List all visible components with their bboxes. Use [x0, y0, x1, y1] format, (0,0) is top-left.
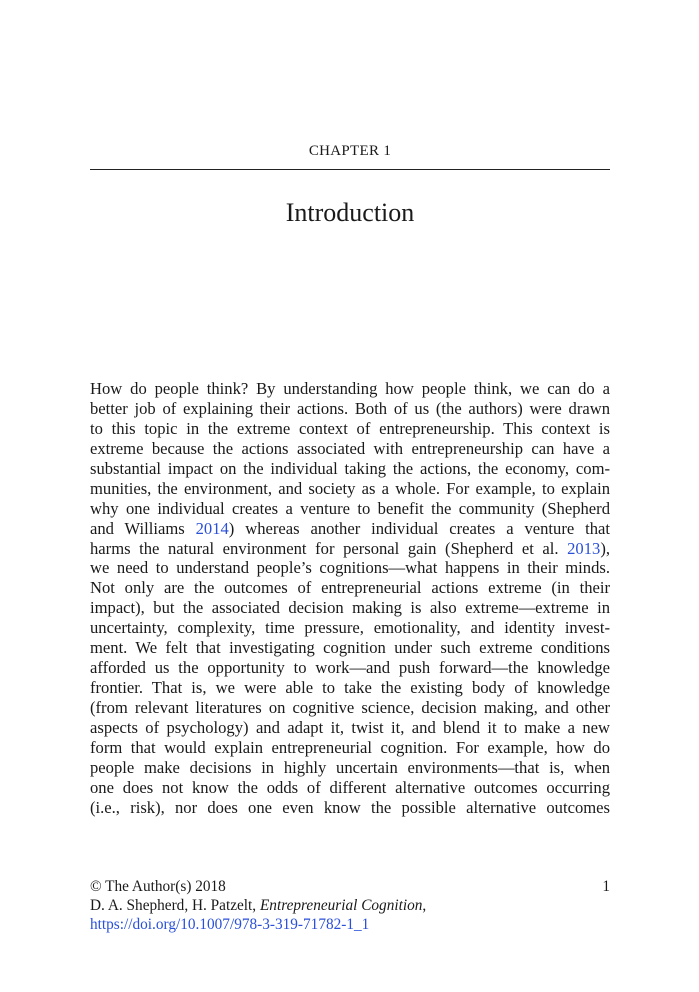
- body-line: [90, 519, 610, 539]
- body-line: extreme because the actions associated with entrepreneurship can have a: [90, 438, 610, 458]
- text-span: ),: [600, 538, 610, 558]
- body-line: ment. We felt that investigating cognition under such extreme conditions: [90, 638, 610, 658]
- text-span: and Williams: [90, 518, 196, 538]
- body-line: people make decisions in highly uncertain environments—that is, when: [90, 757, 610, 777]
- body-line: better job of explaining their actions. Both of us (the authors) were drawn: [90, 398, 610, 418]
- body-line: impact), but the associated decision making is also extreme—extreme in: [90, 598, 610, 618]
- citation-link[interactable]: 2014: [195, 518, 229, 538]
- body-line: to this topic in the extreme context of entrepreneurship. This context is: [90, 418, 610, 438]
- page-number: 1: [602, 878, 610, 895]
- body-line: (i.e., risk), nor does one even know the possible alternative outcomes: [90, 797, 610, 817]
- body-line: we need to understand people’s cognitions—what happens in their minds.: [90, 558, 610, 578]
- body-line: (from relevant literatures on cognitive science, decision making, and other: [90, 698, 610, 717]
- body-line: one does not know the odds of different alternative outcomes occurring: [90, 777, 610, 797]
- body-line: frontier. That is, we were able to take the existing body of knowledge: [90, 678, 610, 698]
- body-line: aspects of psychology) and adapt it, twist it, and blend it to make a new: [90, 717, 610, 737]
- body-line: Not only are the outcomes of entrepreneurial actions extreme (in their: [90, 578, 610, 598]
- book-title: Entrepreneurial Cognition: [259, 897, 423, 914]
- text-span: harms the natural environment for personal gain (Shepherd et al.: [90, 538, 568, 558]
- copyright: © The Author(s) 2018: [90, 878, 226, 895]
- body-line: [90, 539, 610, 559]
- authors: D. A. Shepherd, H. Patzelt,: [90, 897, 260, 914]
- body-line: afforded us the opportunity to work—and push forward—the knowledge: [90, 658, 610, 678]
- body-line: How do people think? By understanding how people think, we can do a: [90, 379, 610, 398]
- text-span: ) whereas another individual creates a venture that: [228, 518, 611, 538]
- body-line: uncertainty, complexity, time pressure, emotionality, and identity invest-: [90, 618, 610, 638]
- footer: [90, 877, 610, 934]
- chapter-label: CHAPTER 1: [308, 143, 392, 159]
- citation-link[interactable]: 2013: [567, 538, 601, 558]
- body-line: substantial impact on the individual taking the actions, the economy, com-: [90, 458, 610, 478]
- header-rule: [90, 169, 610, 170]
- doi-link[interactable]: https://doi.org/10.1007/978-3-319-71782-1_1: [90, 916, 370, 933]
- comma: ,: [422, 897, 427, 914]
- body-line: why one individual creates a venture to benefit the community (Shepherd: [90, 498, 610, 518]
- citation: [90, 896, 610, 915]
- body-text: [90, 379, 610, 818]
- body-line: form that would explain entrepreneurial cognition. For example, how do: [90, 737, 610, 757]
- chapter-title: Introduction: [285, 198, 415, 227]
- body-line: munities, the environment, and society as a whole. For example, to explain: [90, 478, 610, 498]
